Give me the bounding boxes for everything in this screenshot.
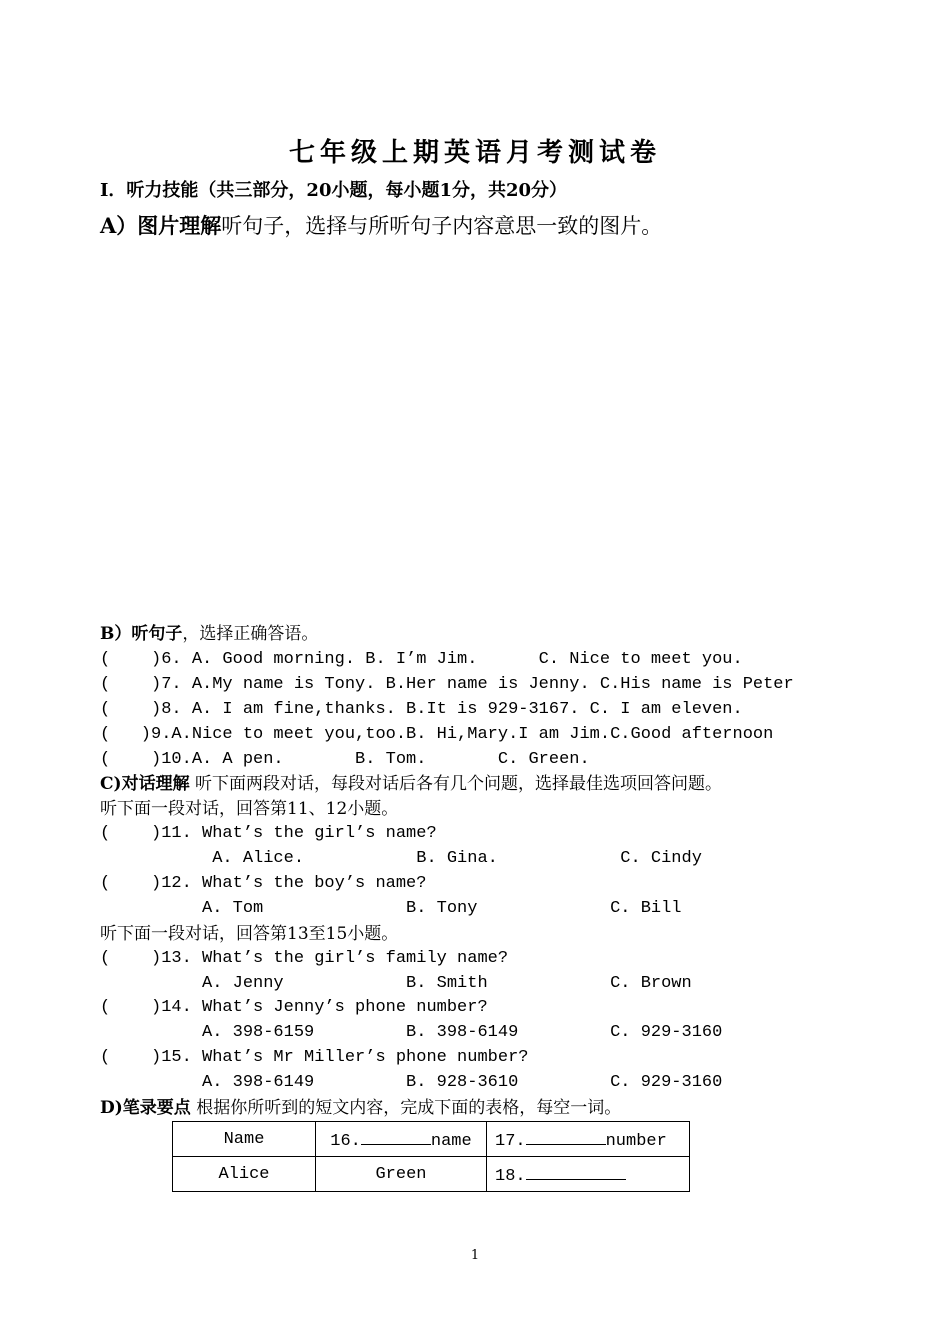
part-c-heading — [100, 772, 722, 796]
part-b-label: B）听句子 — [100, 624, 183, 644]
question-line: ( )7. A.My name is Tony. B.Her name is Jenny. C.His name is Peter — [100, 675, 794, 694]
section-heading: I．听力技能（共三部分，20小题，每小题1分，共20分） — [100, 180, 568, 201]
table-row — [173, 1122, 690, 1157]
blank-number: 18. — [495, 1166, 526, 1186]
part-b-heading — [100, 622, 318, 646]
table-cell: Green — [316, 1157, 487, 1192]
part-b-instruction: ，选择正确答语。 — [182, 624, 319, 644]
answer-blank[interactable] — [526, 1163, 626, 1180]
dialog-intro: 听下面一段对话，回答第13至15小题。 — [100, 924, 399, 944]
question-line: ( )6. A. Good morning. B. I’m Jim. C. Nice to meet you. — [100, 650, 743, 669]
page-title: 七年级上期英语月考测试卷 — [288, 138, 661, 168]
options-line: A. 398-6149 B. 928-3610 C. 929-3160 — [100, 1073, 723, 1092]
part-c-label: C)对话理解 — [100, 774, 190, 794]
part-d-label: D)笔录要点 — [100, 1098, 191, 1118]
options-line: A. 398-6159 B. 398-6149 C. 929-3160 — [100, 1023, 723, 1042]
table-row — [173, 1157, 690, 1192]
options-line: A. Alice. B. Gina. C. Cindy — [100, 849, 702, 868]
question-line: ( )15. What’s Mr Miller’s phone number? — [100, 1048, 529, 1067]
table-cell — [316, 1122, 487, 1157]
cell-text: name — [430, 1131, 472, 1151]
part-a-label: A）图片理解 — [100, 213, 222, 238]
question-line: ( )9.A.Nice to meet you,too.B. Hi,Mary.I am Jim.C.Good afternoon — [100, 725, 774, 744]
part-d-instruction: 根据你所听到的短文内容，完成下面的表格，每空一词。 — [190, 1098, 622, 1118]
cell-text: number — [605, 1131, 667, 1151]
question-line: ( )14. What’s Jenny’s phone number? — [100, 998, 488, 1017]
part-a-heading — [100, 210, 662, 240]
answer-blank[interactable] — [526, 1128, 606, 1145]
blank-number: 17. — [495, 1131, 526, 1151]
options-line: A. Jenny B. Smith C. Brown — [100, 974, 692, 993]
options-line: A. Tom B. Tony C. Bill — [100, 899, 682, 918]
page-number: 1 — [470, 1248, 480, 1263]
part-c-instruction: 听下面两段对话，每段对话后各有几个问题，选择最佳选项回答问题。 — [189, 774, 722, 794]
part-a-instruction: 听句子，选择与所听句子内容意思一致的图片。 — [221, 214, 663, 238]
question-line: ( )8. A. I am fine,thanks. B.It is 929-3167. C. I am eleven. — [100, 700, 743, 719]
dialog-intro: 听下面一段对话，回答第11、12小题。 — [100, 799, 399, 819]
question-line: ( )10.A. A pen. B. Tom. C. Green. — [100, 750, 590, 769]
question-line: ( )13. What’s the girl’s family name? — [100, 949, 509, 968]
table-cell: Name — [173, 1122, 316, 1157]
part-d-heading — [100, 1096, 621, 1120]
answer-blank[interactable] — [361, 1128, 431, 1145]
notes-table — [172, 1121, 690, 1192]
blank-number: 16. — [330, 1131, 361, 1151]
question-line: ( )11. What’s the girl’s name? — [100, 824, 437, 843]
table-cell — [487, 1157, 690, 1192]
table-cell — [487, 1122, 690, 1157]
question-line: ( )12. What’s the boy’s name? — [100, 874, 427, 893]
table-cell: Alice — [173, 1157, 316, 1192]
